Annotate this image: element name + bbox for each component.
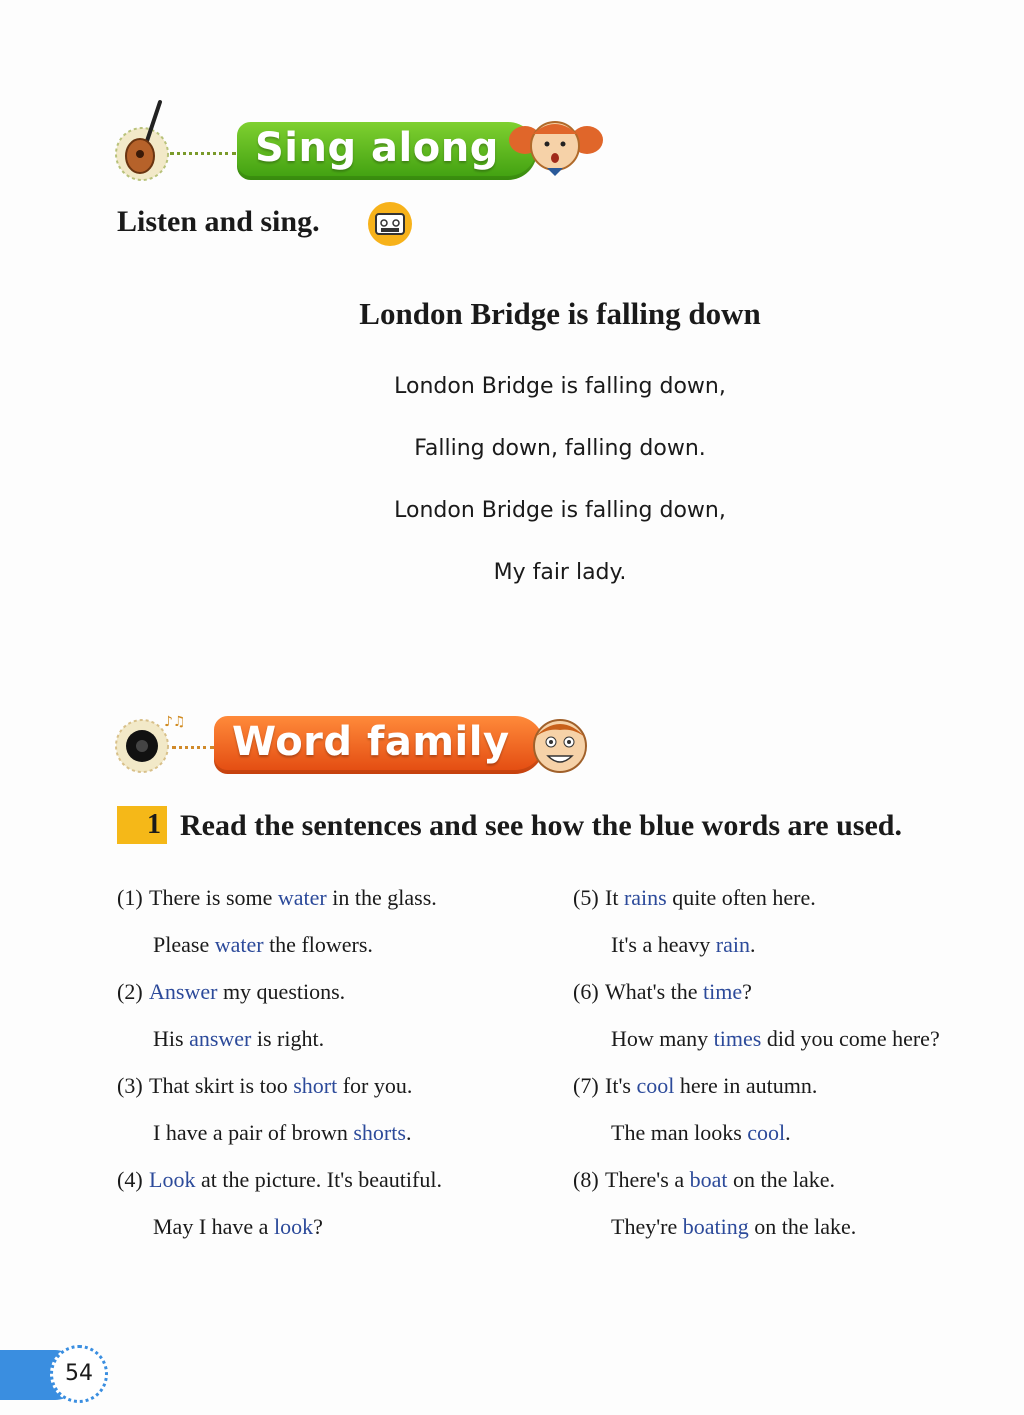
sentence-text: That skirt is too xyxy=(149,1073,294,1098)
sentence-text: It's xyxy=(605,1073,637,1098)
sentence-text: There's a xyxy=(605,1167,690,1192)
sentence-text: quite often here. xyxy=(666,885,816,910)
sentence-text: in the glass. xyxy=(326,885,437,910)
sentence-first xyxy=(149,978,345,1006)
sentence-second xyxy=(153,931,373,959)
blue-word: rains xyxy=(623,885,667,910)
blue-word: short xyxy=(293,1073,338,1098)
blue-word: shorts xyxy=(353,1120,406,1145)
item-number: (7) xyxy=(573,1073,599,1098)
sentence-text: on the lake. xyxy=(748,1214,857,1239)
svg-text:♪♫: ♪♫ xyxy=(164,714,186,730)
blue-word: boat xyxy=(689,1167,728,1192)
sentence-text: May I have a xyxy=(153,1214,274,1239)
item-number: (2) xyxy=(117,979,143,1004)
sentence-text: There is some xyxy=(149,885,278,910)
blue-word: cool xyxy=(636,1073,675,1098)
banner-connector xyxy=(170,152,236,155)
blue-word: water xyxy=(214,932,264,957)
blue-word: water xyxy=(277,885,327,910)
sentence-text: . xyxy=(749,932,756,957)
task-instruction: Read the sentences and see how the blue words are used. xyxy=(180,809,902,842)
lyric-line-3: London Bridge is falling down, xyxy=(394,498,726,523)
sentence-text: on the lake. xyxy=(727,1167,836,1192)
blue-word: Answer xyxy=(149,979,218,1004)
cassette-icon[interactable] xyxy=(368,202,412,246)
sentence-first xyxy=(149,884,437,912)
sentence-first xyxy=(149,1166,442,1194)
sentence-text: The man looks xyxy=(611,1120,748,1145)
word-family-banner xyxy=(214,716,544,774)
sentence-first xyxy=(605,978,752,1006)
music-speaker-icon xyxy=(112,706,188,776)
sing-along-heading: Sing along xyxy=(255,125,499,171)
sentence-second xyxy=(611,1025,940,1053)
sentence-first xyxy=(605,1072,817,1100)
item-number: (6) xyxy=(573,979,599,1004)
sentence-text: . xyxy=(405,1120,412,1145)
smiling-boy-icon xyxy=(520,712,600,778)
lyric-line-4: My fair lady. xyxy=(493,560,627,585)
sentence-text: is right. xyxy=(251,1026,325,1051)
sentence-text: His xyxy=(153,1026,190,1051)
page-number: 54 xyxy=(50,1345,108,1403)
sentence-second xyxy=(153,1119,411,1147)
sentence-text: for you. xyxy=(337,1073,413,1098)
sentence-second xyxy=(153,1213,323,1241)
guitar-icon xyxy=(112,98,172,182)
lyric-line-2: Falling down, falling down. xyxy=(414,436,706,461)
sentence-first xyxy=(149,1072,412,1100)
blue-word: answer xyxy=(189,1026,252,1051)
sentence-text: . xyxy=(785,1120,791,1145)
banner-connector xyxy=(172,746,214,749)
song-title: London Bridge is falling down xyxy=(359,296,761,331)
sentence-text: did you come here? xyxy=(761,1026,940,1051)
item-number: (5) xyxy=(573,885,599,910)
sentence-text: at the picture. It's beautiful. xyxy=(195,1167,442,1192)
sing-instruction: Listen and sing. xyxy=(117,205,320,238)
item-number: (8) xyxy=(573,1167,599,1192)
blue-word: time xyxy=(703,979,743,1004)
sentence-second xyxy=(153,1025,324,1053)
sentence-text: ? xyxy=(313,1214,323,1239)
blue-word: look xyxy=(273,1214,314,1239)
sentence-second xyxy=(611,931,755,959)
item-number: (4) xyxy=(117,1167,143,1192)
singing-girl-icon xyxy=(505,110,605,180)
word-family-heading: Word family xyxy=(232,719,510,765)
sentence-text: What's the xyxy=(605,979,704,1004)
sentence-text: ? xyxy=(742,979,752,1004)
sentence-text: They're xyxy=(611,1214,683,1239)
blue-word: boating xyxy=(682,1214,749,1239)
sentence-text: the flowers. xyxy=(263,932,373,957)
task-number: 1 xyxy=(117,806,167,844)
sentence-first xyxy=(605,1166,835,1194)
sentence-text: here in autumn. xyxy=(674,1073,818,1098)
sentence-first xyxy=(605,884,816,912)
blue-word: rain xyxy=(715,932,750,957)
sentence-second xyxy=(611,1213,856,1241)
sing-along-banner xyxy=(237,122,537,180)
lyric-line-1: London Bridge is falling down, xyxy=(394,374,726,399)
sentence-text: Please xyxy=(153,932,215,957)
sentence-text: How many xyxy=(611,1026,714,1051)
item-number: (3) xyxy=(117,1073,143,1098)
sentence-text: my questions. xyxy=(217,979,346,1004)
sentence-text: It xyxy=(605,885,624,910)
sentence-text: It's a heavy xyxy=(611,932,716,957)
sentence-second xyxy=(611,1119,791,1147)
sentence-text: I have a pair of brown xyxy=(153,1120,354,1145)
blue-word: times xyxy=(713,1026,762,1051)
blue-word: cool xyxy=(747,1120,786,1145)
item-number: (1) xyxy=(117,885,143,910)
blue-word: Look xyxy=(149,1167,196,1192)
